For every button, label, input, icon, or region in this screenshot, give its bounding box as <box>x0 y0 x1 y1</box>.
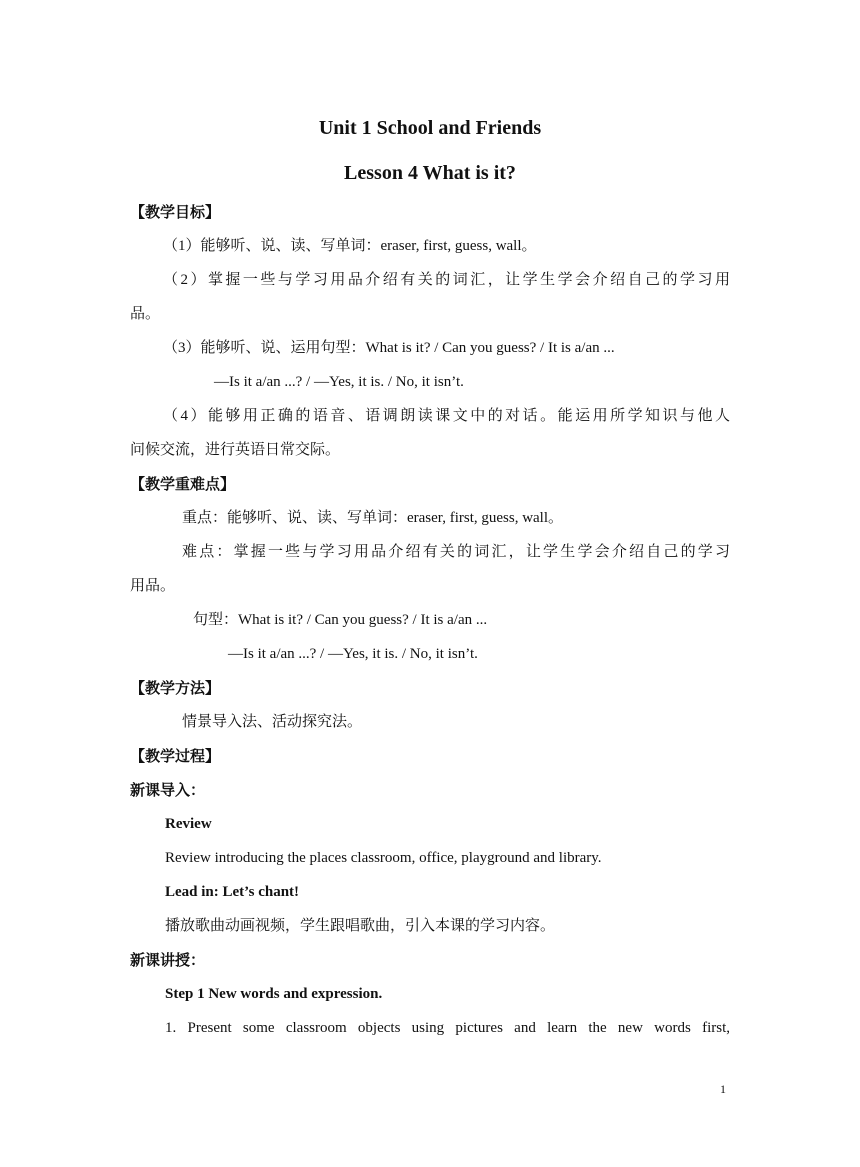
objective-4-cont: 问候交流，进行英语日常交际。 <box>130 442 341 458</box>
document-title: Unit 1 School and Friends <box>318 117 542 139</box>
page-number: 1 <box>720 1082 726 1096</box>
key-point: 重点：能够听、说、读、写单词：eraser, first, guess, wall。 <box>182 510 564 526</box>
section-heading-objectives: 【教学目标】 <box>130 203 221 221</box>
review-text: Review introducing the places classroom, office, playground and library. <box>165 850 602 866</box>
section-heading-methods: 【教学方法】 <box>130 679 221 697</box>
subheading-introduction: 新课导入： <box>130 781 206 799</box>
objective-2-cont: 品。 <box>130 306 161 322</box>
objective-3-cont: —Is it a/an ...? / —Yes, it is. / No, it isn’t. <box>214 374 464 390</box>
methods-text: 情景导入法、活动探究法。 <box>182 714 363 730</box>
sentence-pattern: 句型：What is it? / Can you guess? / It is a/an ... <box>193 612 488 628</box>
difficult-point-cont: 用品。 <box>130 578 176 594</box>
review-heading: Review <box>165 816 212 832</box>
section-heading-process: 【教学过程】 <box>130 747 221 765</box>
lead-in-text: 播放歌曲动画视频，学生跟唱歌曲，引入本课的学习内容。 <box>165 918 556 934</box>
lead-in-heading: Lead in: Let’s chant! <box>165 884 300 900</box>
difficult-point: 难点：掌握一些与学习用品介绍有关的词汇，让学生学会介绍自己的学习 <box>182 544 730 560</box>
step-1-heading: Step 1 New words and expression. <box>165 986 383 1002</box>
sentence-pattern-cont: —Is it a/an ...? / —Yes, it is. / No, it isn’t. <box>228 646 478 662</box>
subheading-new-lesson: 新课讲授： <box>130 951 206 969</box>
lesson-title: Lesson 4 What is it? <box>344 162 516 184</box>
objective-1: （1）能够听、说、读、写单词：eraser, first, guess, wall。 <box>163 238 537 254</box>
objective-4: （4）能够用正确的语音、语调朗读课文中的对话。能运用所学知识与他人 <box>163 408 730 424</box>
objective-2: （2）掌握一些与学习用品介绍有关的词汇，让学生学会介绍自己的学习用 <box>163 272 730 288</box>
step-1-text: 1. Present some classroom objects using pictures and learn the new words first, <box>165 1020 730 1036</box>
objective-3: （3）能够听、说、运用句型：What is it? / Can you guess? / It is a/an ... <box>163 340 615 356</box>
section-heading-key-points: 【教学重难点】 <box>130 475 236 493</box>
